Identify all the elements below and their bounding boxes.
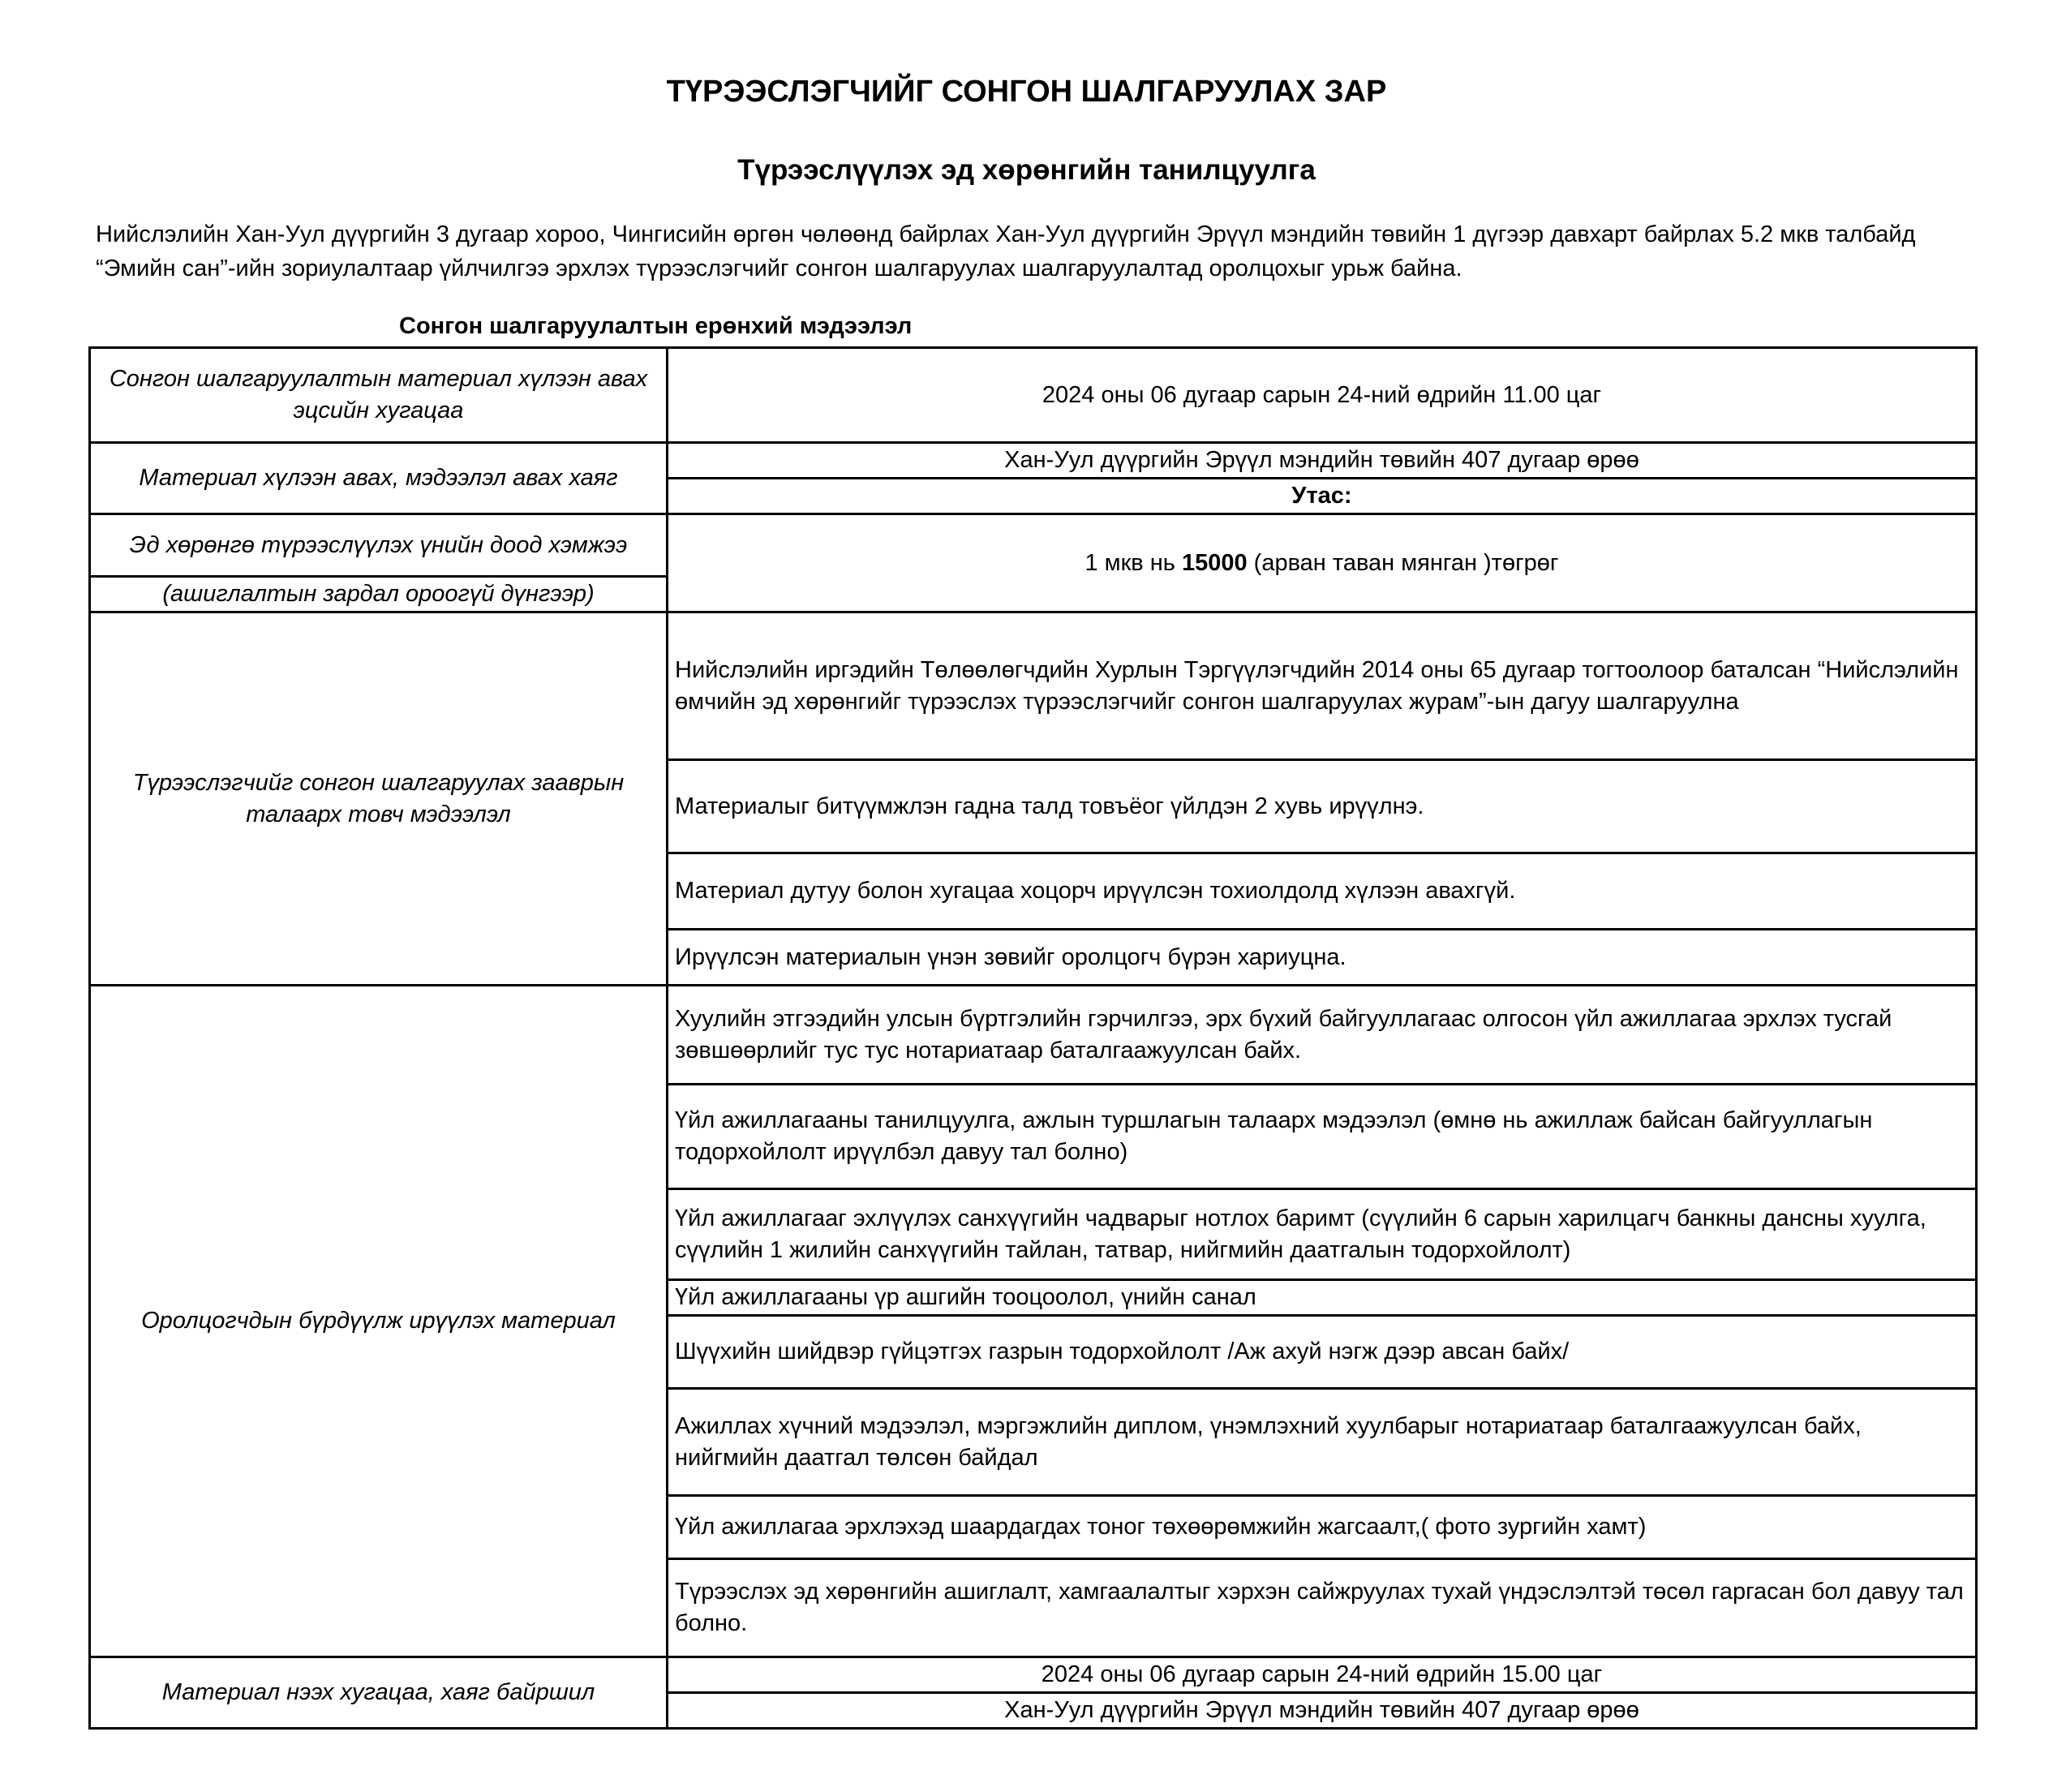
materials-item: Үйл ажиллагааг эхлүүлэх санхүүгийн чадварыг нотлох баримт (сүүлийн 6 сарын харилцагч банкны дансны хуулга, сүүлийн 1 жилийн санхүүгийн тайлан, татвар, нийгмийн даатгалын тодорхойлолт) xyxy=(668,1189,1977,1280)
price-prefix: 1 мкв нь xyxy=(1084,549,1182,576)
materials-item: Шүүхийн шийдвэр гүйцэтгэх газрын тодорхойлолт /Аж ахуй нэгж дээр авсан байх/ xyxy=(668,1316,1977,1389)
rules-item: Нийслэлийн иргэдийн Төлөөлөгчдийн Хурлын Тэргүүлэгчдийн 2014 оны 65 дугаар тогтоолоор баталсан “Нийслэлийн өмчийн эд хөрөнгийг түрээслэх түрээслэгчийг сонгон шалгаруулах журам”-ын дагуу шалгаруулна xyxy=(668,612,1977,760)
materials-item: Хуулийн этгээдийн улсын бүртгэлийн гэрчилгээ, эрх бүхий байгууллагаас олгосон үйл ажиллагаа эрхлэх тусгай зөвшөөрлийг тус тус нотариатаар баталгаажуулсан байх. xyxy=(668,986,1977,1085)
opening-time: 2024 оны 06 дугаар сарын 24-ний өдрийн 15.00 цаг xyxy=(668,1657,1977,1693)
deadline-label: Сонгон шалгаруулалтын материал хүлээн авах эцсийн хугацаа xyxy=(90,348,668,443)
address-value: Хан-Уул дүүргийн Эрүүл мэндийн төвийн 407 дугаар өрөө xyxy=(668,443,1977,479)
intro-paragraph: Нийслэлийн Хан-Уул дүүргийн 3 дугаар хороо, Чингисийн өргөн чөлөөнд байрлах Хан-Уул дүүргийн Эрүүл мэндийн төвийн 1 дүгээр давхарт байрлах 5.2 мкв талбайд “Эмийн сан”-ийн зориулалтаар үйлчилгээ эрхлэх түрээслэгчийг сонгон шалгаруулах шалгаруулалтад оролцохыг урьж байна. xyxy=(96,221,1916,281)
materials-item: Үйл ажиллагаа эрхлэхэд шаардагдах тоног төхөөрөмжийн жагсаалт,( фото зургийн хамт) xyxy=(668,1496,1977,1559)
document-subtitle: Түрээслүүлэх эд хөрөнгийн танилцуулга xyxy=(737,154,1316,186)
materials-item: Ажиллах хүчний мэдээлэл, мэргэжлийн диплом, үнэмлэхний хуулбарыг нотариатаар баталгаажуулсан байх, нийгмийн даатгал төлсөн байдал xyxy=(668,1389,1977,1496)
materials-label: Оролцогчдын бүрдүүлж ирүүлэх материал xyxy=(90,986,668,1657)
opening-address: Хан-Уул дүүргийн Эрүүл мэндийн төвийн 407 дугаар өрөө xyxy=(668,1693,1977,1729)
rules-item: Материалыг битүүмжлэн гадна талд товъёог үйлдэн 2 хувь ирүүлнэ. xyxy=(668,760,1977,853)
phone-label: Утас: xyxy=(668,479,1977,514)
rules-item: Ирүүлсэн материалын үнэн зөвийг оролцогч бүрэн хариуцна. xyxy=(668,930,1977,986)
price-amount: 15000 xyxy=(1181,549,1248,576)
info-table xyxy=(88,346,1978,1730)
price-value xyxy=(668,514,1977,612)
price-suffix: (арван таван мянган )төгрөг xyxy=(1247,549,1559,576)
deadline-value: 2024 оны 06 дугаар сарын 24-ний өдрийн 11.00 цаг xyxy=(668,348,1977,443)
price-label: Эд хөрөнгө түрээслүүлэх үнийн доод хэмжээ xyxy=(90,514,668,577)
rules-label: Түрээслэгчийг сонгон шалгаруулах зааврын талаарх товч мэдээлэл xyxy=(90,612,668,986)
address-label: Материал хүлээн авах, мэдээлэл авах хаяг xyxy=(90,443,668,514)
materials-item: Түрээслэх эд хөрөнгийн ашиглалт, хамгаалалтыг хэрхэн сайжруулах тухай үндэслэлтэй төсөл гаргасан бол давуу тал болно. xyxy=(668,1559,1977,1657)
rules-item: Материал дутуу болон хугацаа хоцорч ирүүлсэн тохиолдолд хүлээн авахгүй. xyxy=(668,853,1977,930)
materials-item: Үйл ажиллагааны танилцуулга, ажлын туршлагын талаарх мэдээлэл (өмнө нь ажиллаж байсан байгууллагын тодорхойлолт ирүүлбэл давуу тал болно) xyxy=(668,1085,1977,1189)
opening-label: Материал нээх хугацаа, хаяг байршил xyxy=(90,1657,668,1729)
price-note: (ашиглалтын зардал ороогүй дүнгээр) xyxy=(90,577,668,612)
materials-item: Үйл ажиллагааны үр ашгийн тооцоолол, үнийн санал xyxy=(668,1280,1977,1316)
document-title: ТҮРЭЭСЛЭГЧИЙГ СОНГОН ШАЛГАРУУЛАХ ЗАР xyxy=(666,75,1387,109)
section-heading: Сонгон шалгаруулалтын ерөнхий мэдээлэл xyxy=(399,313,913,339)
